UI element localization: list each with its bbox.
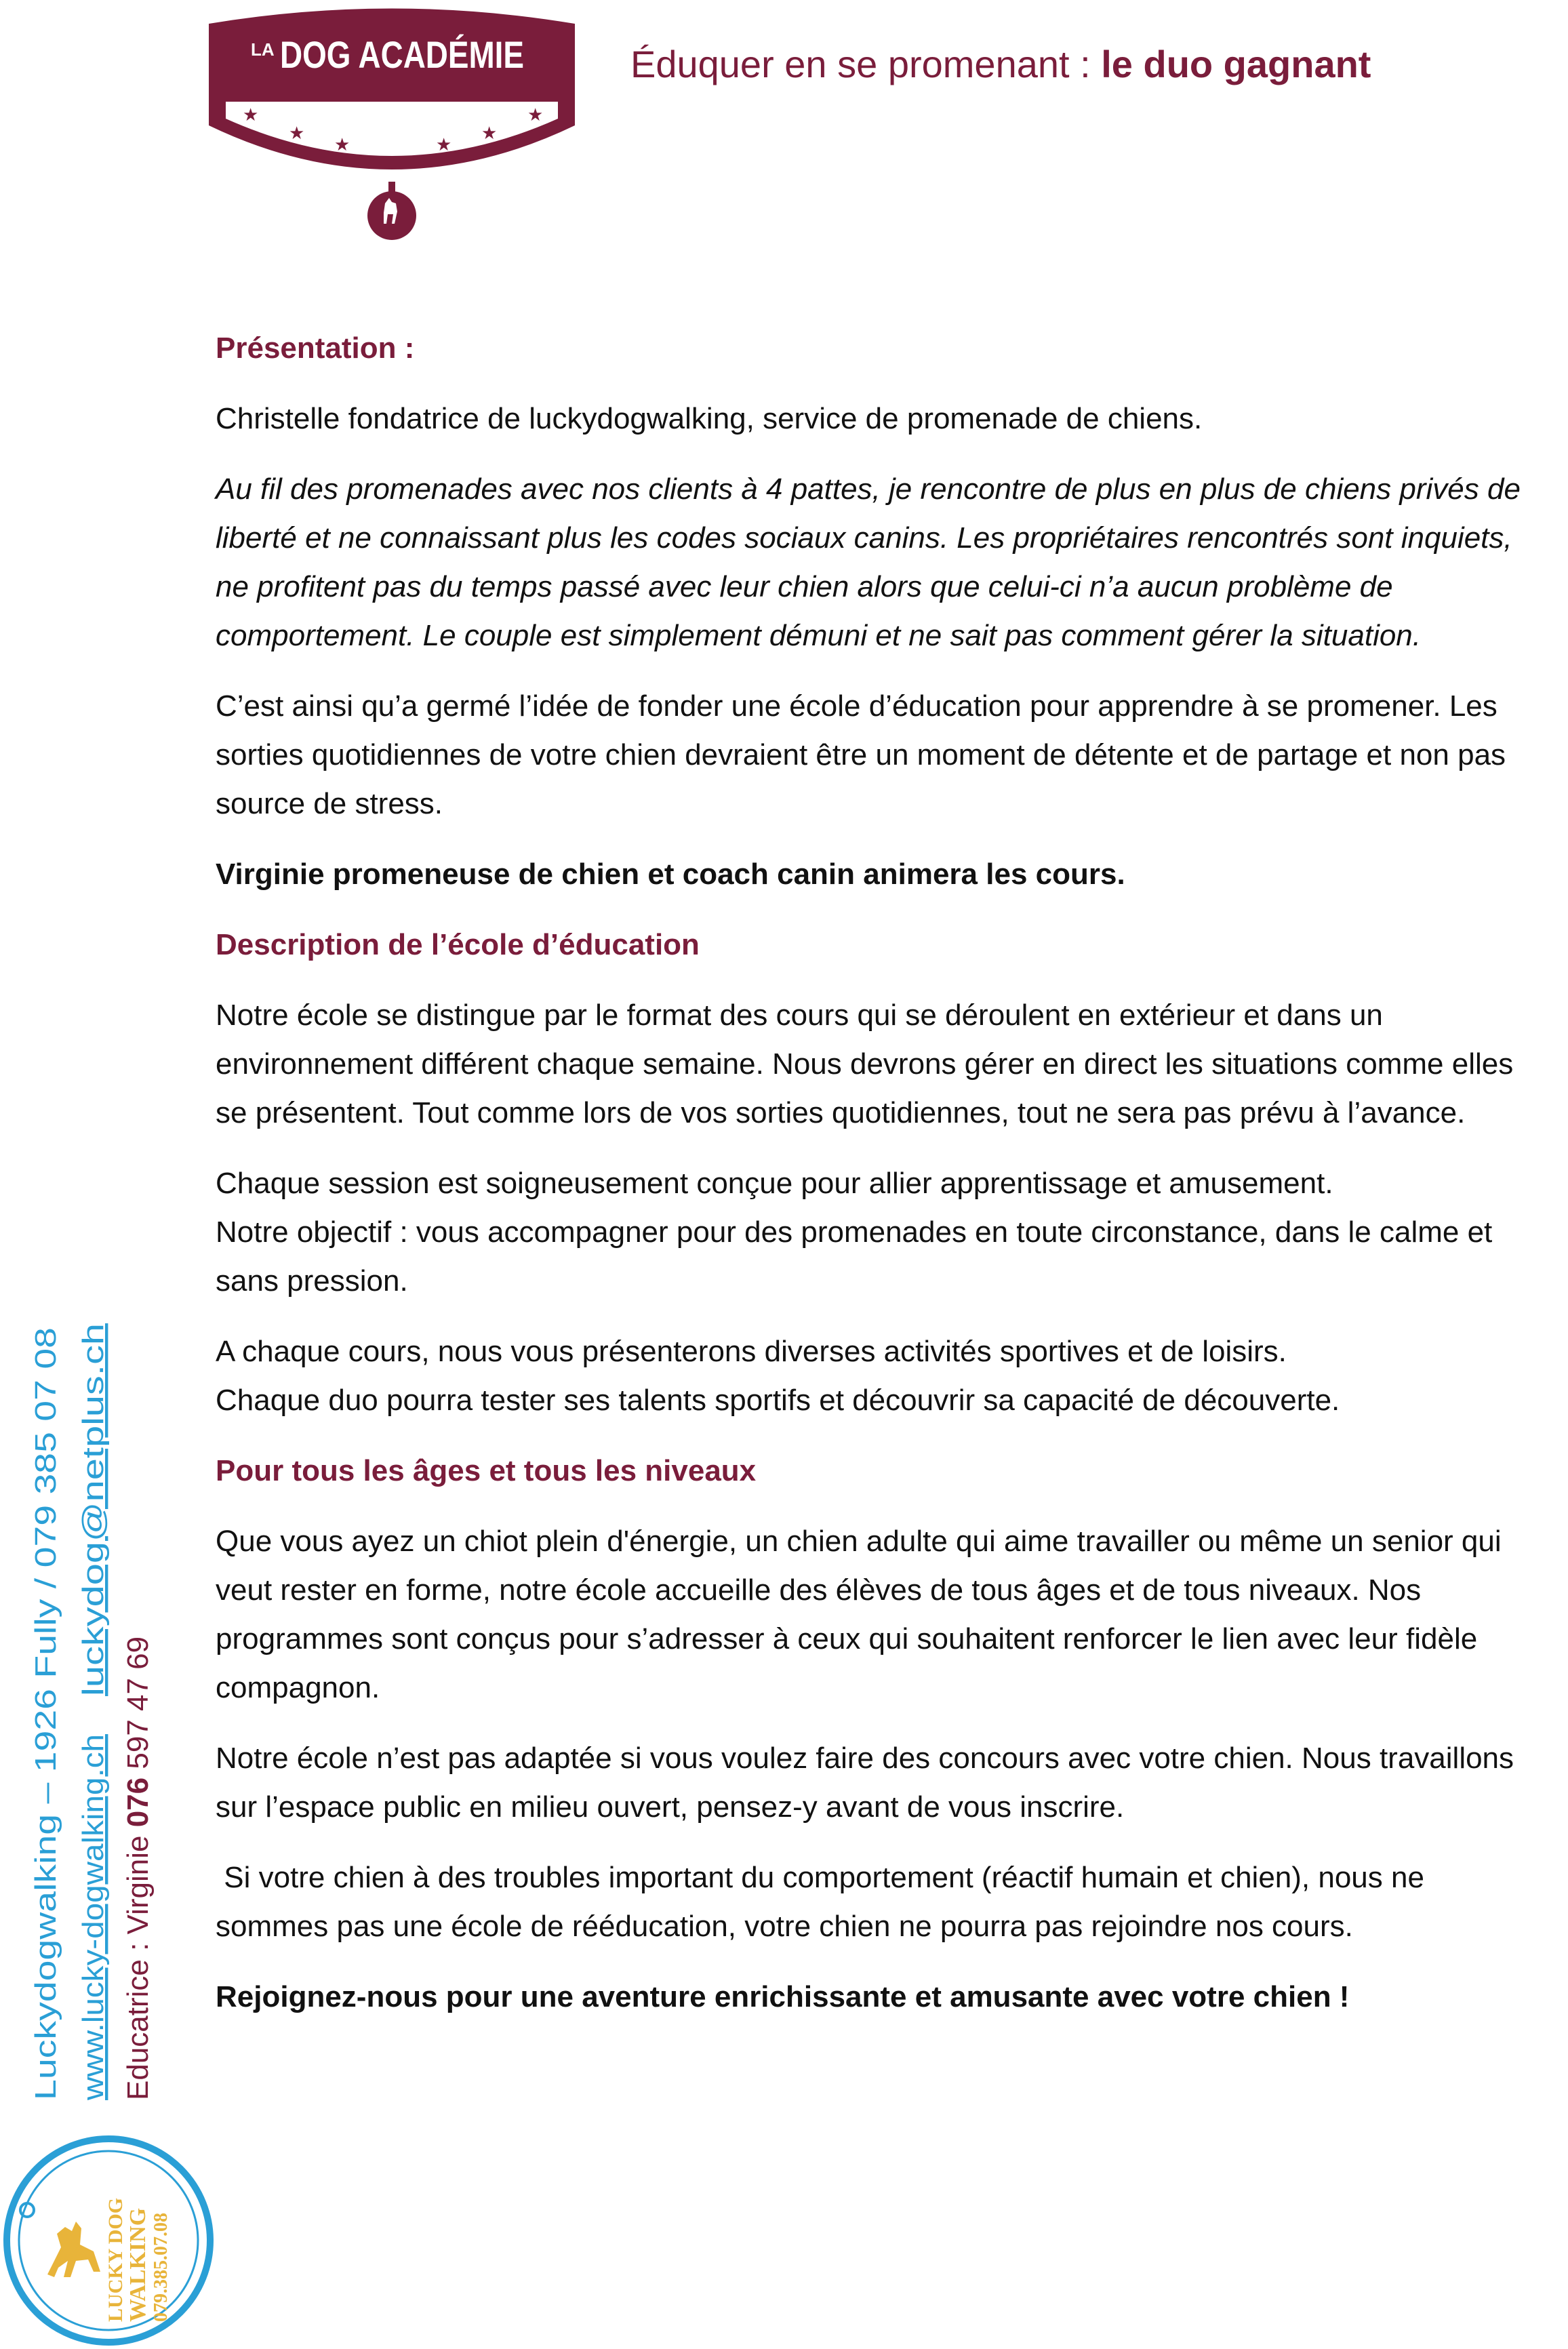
paragraph: Christelle fondatrice de luckydogwalking, service de promenade de chiens. — [216, 402, 1203, 435]
badge-line1: LUCKY DOG — [104, 2197, 127, 2322]
ages-heading: Pour tous les âges et tous les niveaux — [216, 1454, 757, 1487]
contact-sidebar — [9, 1322, 179, 2102]
page-tagline — [630, 42, 1371, 86]
lucky-dog-walking-badge — [0, 2132, 217, 2349]
paragraph-bold: Rejoignez-nous pour une aventure enrichissante et amusante avec votre chien ! — [216, 1980, 1350, 2013]
paragraph-line: Notre objectif : vous accompagner pour des promenades en toute circonstance, dans le calme et sans pression. — [216, 1216, 1493, 1298]
svg-text:★: ★ — [481, 123, 498, 144]
badge-line2: WALKING — [125, 2207, 150, 2322]
main-content — [216, 324, 1544, 2043]
paragraph-line: A chaque cours, nous vous présenterons diverses activités sportives et de loisirs. — [216, 1335, 1287, 1368]
svg-text:★: ★ — [527, 105, 544, 125]
tagline-bold: le duo gagnant — [1101, 43, 1371, 85]
paragraph: C’est ainsi qu’a germé l’idée de fonder une école d’éducation pour apprendre à se promener. Les sorties quotidiennes de votre chien devraient être un moment de détente et de partage et non pas source de stress. — [216, 689, 1506, 820]
educatrice-prefix-bold: 076 — [121, 1777, 155, 1828]
paragraph: Si votre chien à des troubles important du comportement (réactif humain et chien), nous ne sommes pas une école de rééducation, votre chien ne pourra pas rejoindre nos cours. — [216, 1861, 1433, 1943]
tagline-regular: Éduquer en se promenant : — [630, 43, 1102, 85]
presentation-heading: Présentation : — [216, 332, 415, 365]
paragraph — [216, 1159, 1544, 1306]
svg-text:★: ★ — [243, 105, 259, 125]
paragraph — [216, 1327, 1544, 1425]
contact-educatrice — [121, 1637, 155, 2100]
paragraph-line: Chaque duo pourra tester ses talents sportifs et découvrir sa capacité de découverte. — [216, 1384, 1340, 1417]
logo-text-main: DOG ACADÉMIE — [280, 33, 524, 76]
description-heading: Description de l’école d’éducation — [216, 928, 700, 961]
contact-website[interactable]: www.lucky-dogwalking.ch — [77, 1762, 110, 2100]
paragraph: Notre école n’est pas adaptée si vous voulez faire des concours avec votre chien. Nous travaillons sur l’espace public en milieu ouvert, pensez-y avant de vous inscrire. — [216, 1742, 1514, 1824]
svg-text:★: ★ — [334, 135, 350, 155]
educatrice-number: 597 47 69 — [121, 1636, 155, 1778]
paragraph-italic: Au fil des promenades avec nos clients à 4 pattes, je rencontre de plus en plus de chiens privés de liberté et ne connaissant plus les codes sociaux canins. Les propriétaires rencontrés sont inquiets, ne profitent pas du temps passé avec leur chien alors que celui-ci n’a aucun problème de comportement. Le couple est simplement démuni et ne sait pas comment gérer la situation. — [216, 473, 1521, 652]
paragraph: Notre école se distingue par le format des cours qui se déroulent en extérieur et dans un environnement différent chaque semaine. Nous devrons gérer en direct les situations comme elles se présentent. Tout comme lors de vos sorties quotidiennes, tout ne sera pas prévu à l’avance. — [216, 999, 1514, 1129]
logo-text-prefix: LA — [251, 39, 275, 60]
paragraph: Que vous ayez un chiot plein d'énergie, un chien adulte qui aime travailler ou même un senior qui veut rester en forme, notre école accueille des élèves de tous âges et de tous niveaux. Nos programmes sont conçus pour s’adresser à ceux qui souhaitent renforcer le lien avec leur fidèle compagnon. — [216, 1525, 1502, 1704]
badge-phone: 079.385.07.08 — [150, 2213, 172, 2322]
dog-academie-logo — [202, 0, 582, 244]
contact-email[interactable]: luckydog@netplus.ch — [77, 1412, 110, 1696]
svg-text:★: ★ — [436, 135, 452, 155]
educatrice-label: Educatrice : Virginie — [121, 1827, 155, 2100]
paragraph-bold: Virginie promeneuse de chien et coach canin animera les cours. — [216, 858, 1125, 891]
svg-text:★: ★ — [289, 123, 305, 144]
paragraph-line: Chaque session est soigneusement conçue pour allier apprentissage et amusement. — [216, 1167, 1333, 1200]
contact-address-phone: Luckydogwalking – 1926 Fully / 079 385 07 08 — [29, 1486, 62, 2100]
